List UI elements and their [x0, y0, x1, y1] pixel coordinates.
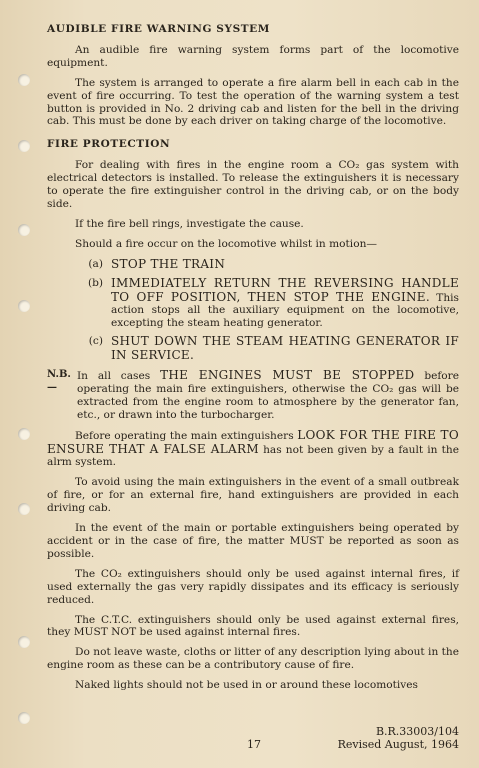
- paragraph: Should a fire occur on the locomotive whilst in motion—: [75, 237, 377, 250]
- list-item: [47, 258, 459, 272]
- action-list: [47, 258, 459, 363]
- page-footer: [47, 725, 459, 751]
- list-marker: (a): [88, 257, 103, 270]
- nb-caps: THE ENGINES MUST BE STOPPED: [160, 368, 415, 383]
- binder-hole: [18, 428, 30, 440]
- paragraph: The system is arranged to operate a fire alarm bell in each cab in the event of fire occurring. To test the operation of the warning system a test button is provided in No. 2 driving cab and listen for the bell in the driving cab. This must be done by each driver on taking charge of the locomotive.: [47, 76, 459, 128]
- paragraph: The CO₂ extinguishers should only be used against internal fires, if used externally the gas very rapidly dissipates and its efficacy is seriously reduced.: [47, 567, 459, 606]
- paragraph: An audible fire warning system forms part of the locomotive equipment.: [47, 43, 459, 69]
- binder-hole: [18, 712, 30, 724]
- list-marker: (c): [88, 335, 103, 348]
- paragraph: Naked lights should not be used in or around these locomotives: [75, 679, 418, 692]
- list-item-caps: IMMEDIATELY RETURN THE REVERSING HANDLE TO OFF POSITION, THEN STOP THE ENGINE.: [111, 275, 459, 304]
- list-item-caps: SHUT DOWN THE STEAM HEATING GENERATOR IF IN SERVICE.: [111, 334, 459, 363]
- nb-text: In all cases: [77, 370, 161, 383]
- page-body: [47, 23, 459, 699]
- list-item: [47, 277, 459, 331]
- list-item: [47, 335, 459, 363]
- nb-note: [47, 369, 459, 422]
- section-heading-audible-fire-warning: AUDIBLE FIRE WARNING SYSTEM: [47, 23, 271, 35]
- paragraph: The C.T.C. extinguishers should only be used against external fires, they MUST NOT be used against internal fires.: [47, 613, 459, 639]
- paragraph: Do not leave waste, cloths or litter of any description lying about in the engine room as these can be a contributory cause of fire.: [47, 646, 459, 672]
- section-heading-fire-protection: FIRE PROTECTION: [47, 138, 171, 151]
- nb-text: before operating the main fire extinguishers, otherwise the CO₂ gas will be extracted from the engine room to atmosphere by the generator fan, etc., or drawn into the turbocharger.: [77, 370, 460, 421]
- binder-hole: [18, 140, 30, 152]
- list-item-text: This action stops all the auxiliary equipment on the locomotive, excepting the steam heating generator.: [111, 291, 459, 330]
- binder-hole: [18, 300, 30, 312]
- binder-hole: [18, 224, 30, 236]
- page-number: 17: [247, 738, 261, 751]
- paragraph: In the event of the main or portable extinguishers being operated by accident or in the case of fire, the matter MUST be reported as soon as possible.: [47, 522, 459, 560]
- paragraph: To avoid using the main extinguishers in the event of a small outbreak of fire, or for an external fire, hand extinguishers are provided in each driving cab.: [47, 476, 459, 515]
- binder-hole: [18, 636, 30, 648]
- binder-hole: [18, 74, 30, 86]
- list-item-caps: STOP THE TRAIN: [111, 256, 226, 271]
- paragraph: For dealing with fires in the engine room a CO₂ gas system with electrical detectors is installed. To release the extinguishers it is necessary to operate the fire extinguisher control in the driving cab, or on the body side.: [47, 159, 459, 210]
- binder-hole: [18, 503, 30, 515]
- paragraph: Before operating the main extinguishers LOOK FOR THE FIRE TO ENSURE THAT A FALSE ALARM has not been given by a fault in the alrm system.: [47, 427, 459, 469]
- list-marker: (b): [87, 276, 103, 289]
- document-reference: B.R.33003/104: [375, 725, 459, 738]
- paragraph: If the fire bell rings, investigate the cause.: [75, 217, 304, 230]
- revision-date: Revised August, 1964: [337, 738, 459, 751]
- nb-label: N.B.—: [47, 369, 71, 393]
